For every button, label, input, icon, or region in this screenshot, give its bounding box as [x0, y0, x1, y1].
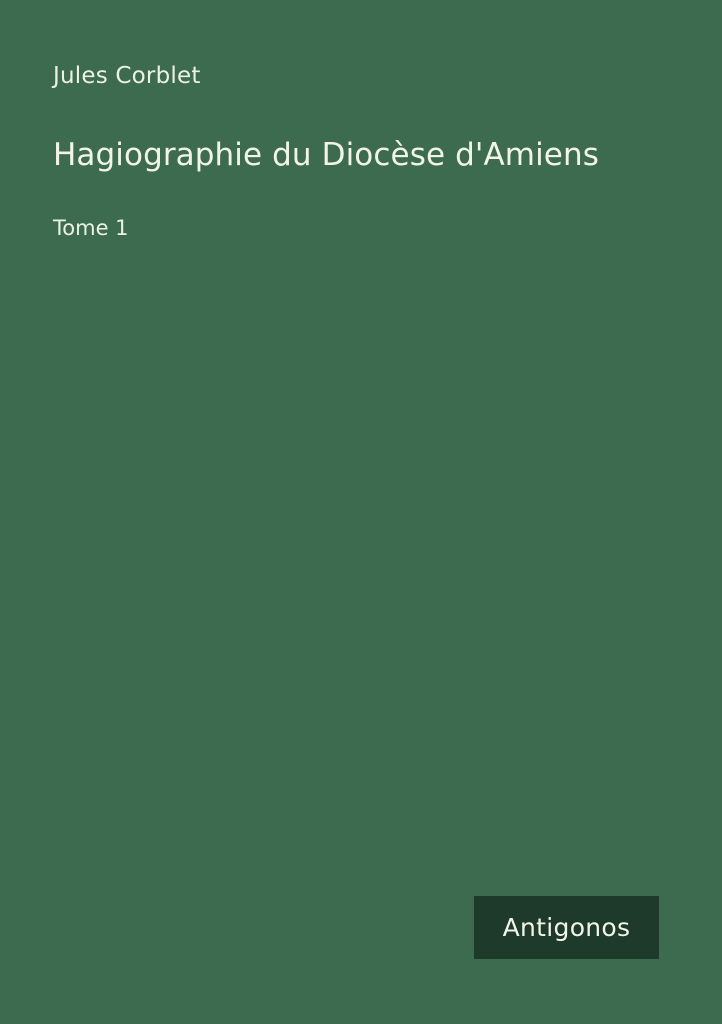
author-name: Jules Corblet [53, 63, 201, 89]
cover-text-block [53, 62, 662, 242]
publisher-badge [474, 896, 659, 959]
book-title: Hagiographie du Diocèse d'Amiens [53, 136, 599, 173]
publisher-name: Antigonos [502, 913, 631, 942]
volume-subtitle: Tome 1 [53, 215, 129, 240]
